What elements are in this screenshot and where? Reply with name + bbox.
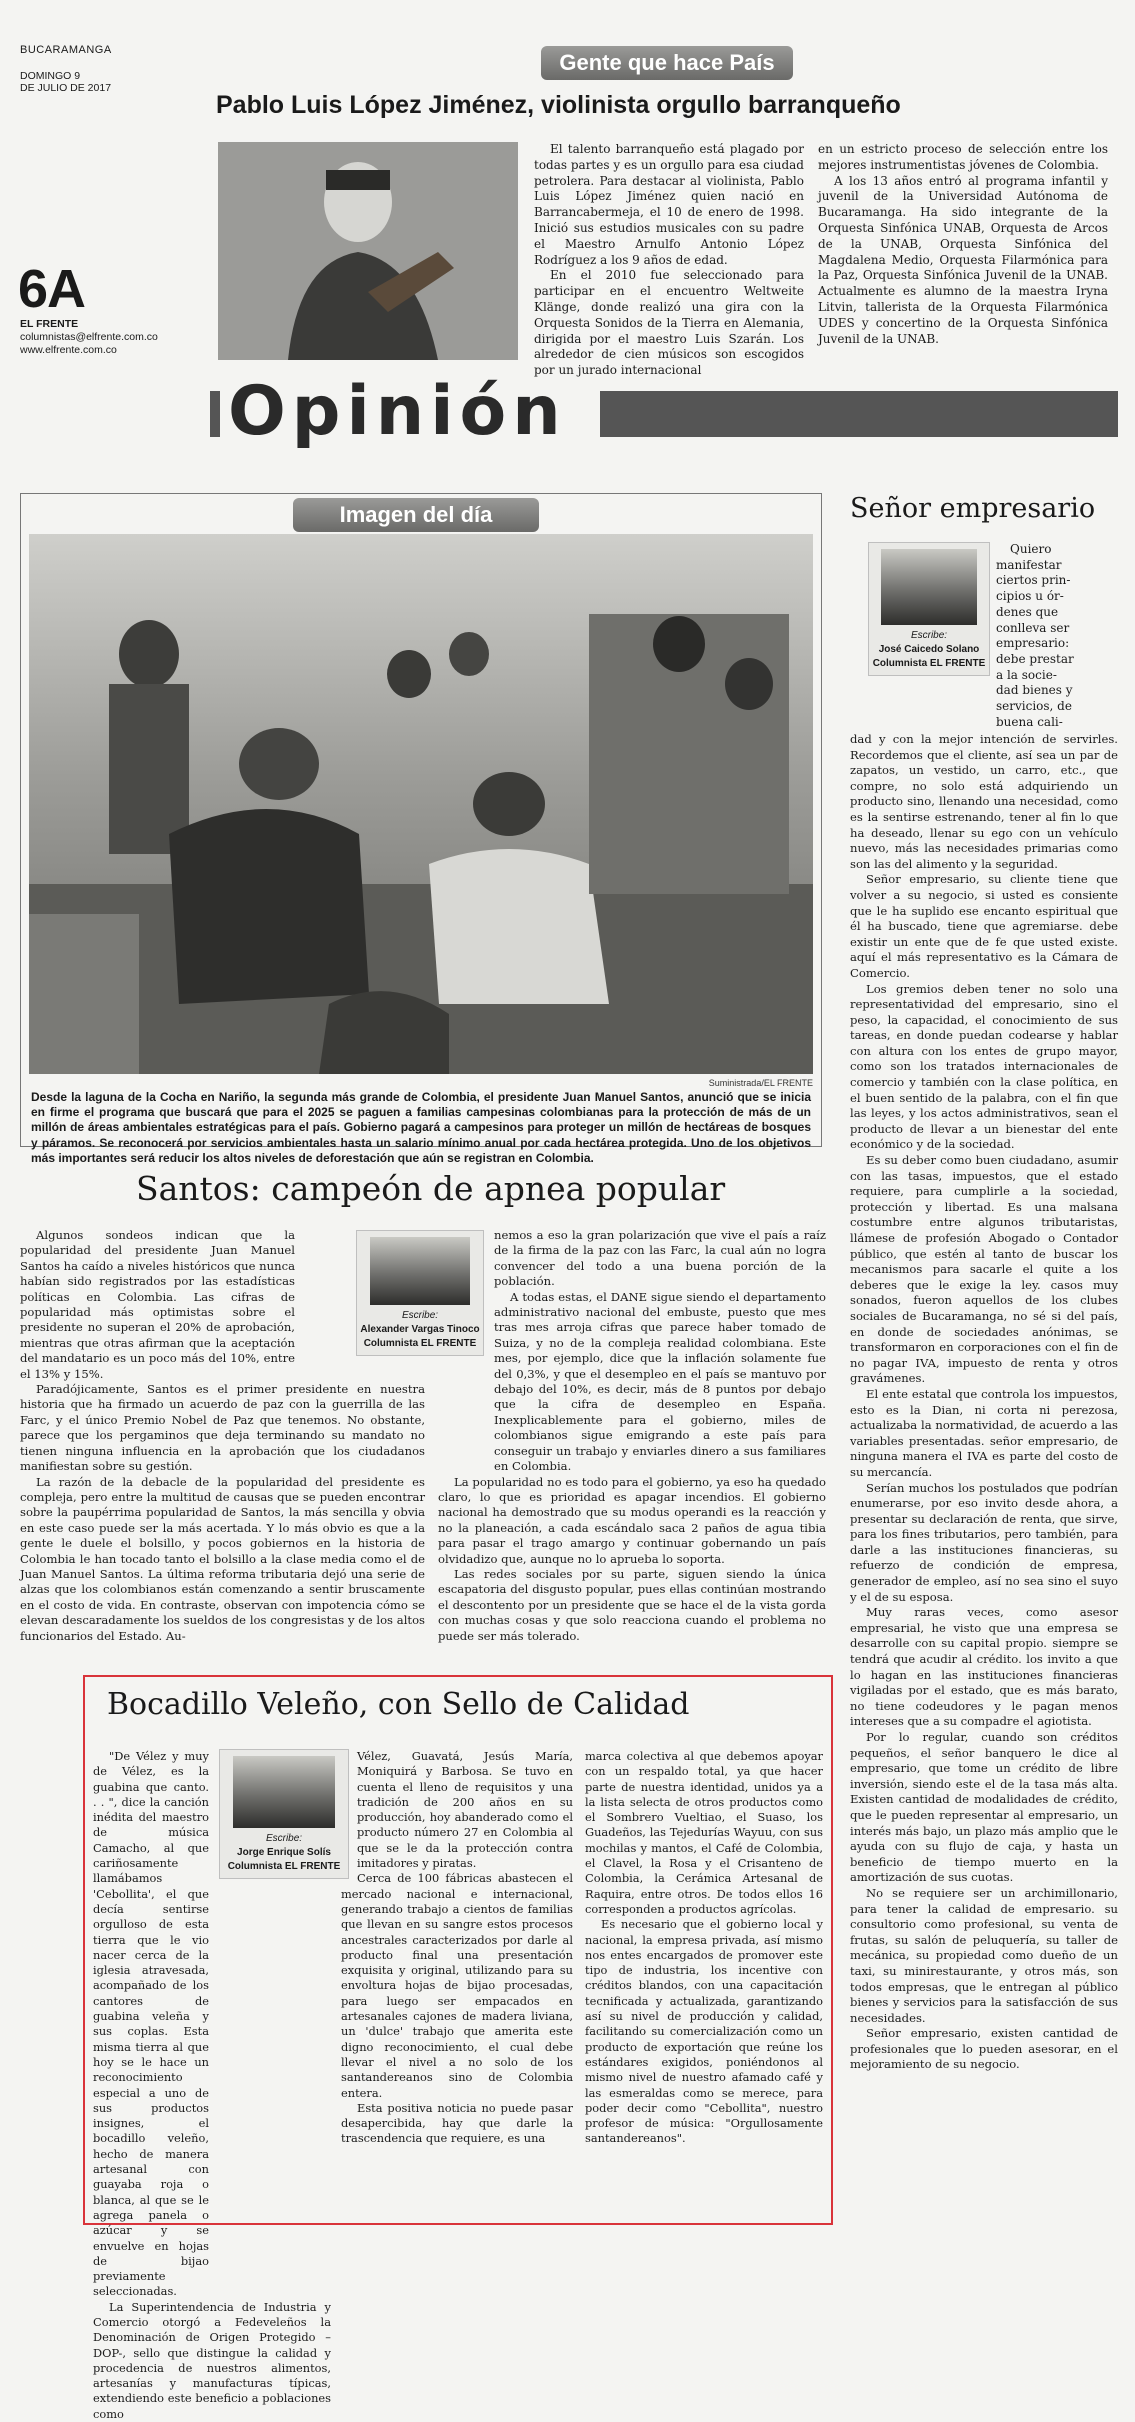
avatar — [881, 549, 977, 625]
santos-article — [20, 1160, 830, 1665]
paragraph: nemos a eso la gran polarización que vive el país a raíz de la firma de la paz con las Farc, la cual aún no logra convencer del todo a una buena porción de la población. — [494, 1228, 826, 1289]
imagen-del-dia — [20, 493, 822, 1165]
website-link[interactable]: www.elfrente.com.co — [20, 344, 117, 356]
article-headline: Santos: campeón de apnea popular — [136, 1169, 726, 1208]
intro-lines — [996, 542, 1118, 730]
paragraph: Paradójicamente, Santos es el primer presidente en nuestra historia que ha firmado un acuerdo de paz con la guerrilla de las Farc, y el único Premio Nobel de Paz que tenemos. No obstante, parece que los pergaminos que deja terminando su mandato no tienen ninguna influencia en la aprobación que los ciudadanos manifiestan sobre su gestión. — [20, 1382, 425, 1474]
empresario-article — [850, 490, 1118, 2225]
byline-name: Alexander Vargas Tinoco — [360, 1324, 480, 1335]
news-photo — [29, 534, 813, 1074]
intro-line: conlleva ser — [996, 620, 1070, 635]
intro-line: buena cali- — [996, 714, 1063, 729]
article-headline: Bocadillo Veleño, con Sello de Calidad — [107, 1687, 690, 1722]
byline — [868, 542, 990, 676]
paragraph: "De Vélez y muy de Vélez, es la guabina que canto. . . ", dice la canción inédita del maestro de música Camacho, al que cariñosamente llamábamos 'Cebollita', el que decía sentirse orgulloso de esta tierra que le vio nacer cerca de la iglesia atravesada, acompañado de los cantores de guabina veleña y sus coplas. Esta misma tierra al que hoy se le hace un reconocimiento especial a uno de sus productos insignes, el bocadillo veleño, hecho de manera artesanal con guayaba roja o blanca, al que se le agrega panela o azúcar y se envuelve en hojas de bijao previamente seleccionadas. — [93, 1749, 209, 2299]
paragraph: marca colectiva al que debemos apoyar con un respaldo total, ya que hacer parte de nuestra identidad, unidos ya a la lista selecta de otros productos como el Sombrero Vueltiao, el Suaso, los Guadeños, las Tejedurías Wayuu, con sus mochilas y mantos, el Café de Colombia, el Clavel, la Rosa y el Crisanteno de Colombia, la Cerámica Artesanal de Raquira, entre otros. De todos ellos 16 corresponden a productos agrícolas. — [585, 1749, 823, 1916]
paragraph: La razón de la debacle de la popularidad del presidente es compleja, pero entre la multitud de causas que se pueden encontrar sobre la paupérrima popularidad de Santos, la más sencilla y obvia en este caso puede ser la más acertada. Y lo más obvio es que a la gente le duele el bolsillo, y pocos gobiernos en la historia de Colombia le han tocado tanto el bolsillo a la clase media como el de Juan Manuel Santos. La última reforma tributaria dejó una serie de alzas que los colombianos están comenzando a sentir bruscamente en el costo de vida. En contraste, observan con impotencia cómo se elevan descaradamente los sueldos de los congresistas y de los altos funcionarios del Estado. Au- — [20, 1474, 425, 1643]
bocadillo-col-2 — [341, 1749, 573, 2147]
intro-line: a la socie- — [996, 667, 1057, 682]
page-info — [20, 318, 158, 357]
section-banner: Gente que hace País — [541, 46, 793, 80]
article-headline: Señor empresario — [850, 493, 1096, 524]
paragraph: No se requiere ser un archimillonario, para tener la calidad de empresario. su consultorio como profesional, su venta de frutas, su salón de peluquería, su taller de mecánica, su propiedad como dueño de un taxi, su minirestaurante, y otros más, son todos empresas, que le entregan al público bienes y servicios para la satisfacción de sus necesidades. — [850, 1885, 1118, 2025]
bocadillo-article — [83, 1675, 833, 2421]
byline-escribe: Escribe: — [265, 1833, 303, 1844]
paragraph: La Superintendencia de Industria y Comercio otorgó a Fedeveleños la Denominación de Origen Protegido –DOP-, sello que distingue la calidad y procedencia de nuestros alimentos, artesanías y manufacturas típicas, extendiendo este beneficio a poblaciones como — [93, 2299, 331, 2421]
paragraph: Muy raras veces, como asesor empresarial, he visto que una empresa se desarrolle con su capital propio. siempre se tendrá que acudir al crédito. los invito a que lo hagan en las instituciones financieras vigiladas por el estado, que es más barato, no tiene codeudores y le pagan menos intereses que a su compadre el agiotista. — [850, 1605, 1118, 1729]
intro-line: cipios u ór- — [996, 589, 1064, 604]
paragraph: en un estricto proceso de selección entre los mejores instrumentistas jóvenes de Colombia. — [818, 142, 1108, 172]
santos-col-2 — [438, 1228, 826, 1644]
city: BUCARAMANGA — [20, 44, 112, 56]
intro-line: Quiero — [1010, 542, 1052, 556]
bocadillo-col-3 — [585, 1749, 823, 2147]
crowd-planting-illustration — [29, 534, 813, 1074]
paragraph: dad y con la mejor intención de servirles. Recordemos que el cliente, así sea un par de zapatos, un vestido, un carro, etc., que compre, no solo está adquiriendo un producto sino, llenando una necesidad, como es la sentirse estrenando, tener al fin lo que ha deseado, llenar su ego con un vehículo nuevo, más las necesidades primarias como son las del alimento y la seguridad. — [850, 732, 1118, 871]
paragraph: Esta positiva noticia no puede pasar desapercibida, hay que darle la trascendencia que requiere, es una — [341, 2100, 573, 2146]
gente-col-1 — [534, 142, 804, 379]
byline-name: Jorge Enrique Solís — [237, 1847, 331, 1858]
empresario-body — [850, 732, 1118, 2073]
paper-name: EL FRENTE — [20, 318, 79, 330]
violinist-photo — [218, 142, 518, 360]
photo-credit: Suministrada/EL FRENTE — [708, 1078, 813, 1088]
photo-caption: Desde la laguna de la Cocha en Nariño, la segunda más grande de Colombia, el presidente Juan Manuel Santos, anunció que se inicia en firme el programa que buscará que para el 2025 se paguen a familias campesinas colombianas para la protección de más de un millón de áreas ambientales estratégicas para el país. Gobierno pagará a campesinos para proteger un millón de hectáreas de bosques y páramos. Se reconocerá por servicios ambientales hasta un salario mínimo anual por cada hectárea protegida. Uno de los objetivos más importantes será reducir los altos niveles de deforestación que aún se registran en Colombia. — [31, 1090, 811, 1165]
section-title: Opinión — [228, 372, 567, 451]
paragraph: Serían muchos los postulados que podrían enumerarse, por eso invito desde ahora, a presentar su declaración de renta, que sirve, para los fines tributarios, pero también, para darle a las instituciones financieras, su refuerzo de condición de empresa, generador de empleo, así no sea sino el suyo y el de su esposa. — [850, 1480, 1118, 1604]
paragraph: Cerca de 100 fábricas abastecen el mercado nacional e internacional, generando trabajo a cientos de familias que llevan en su sangre estos procesos ancestrales caracterizados por darle al producto final una presentación exquisita y original, utilizando para su envoltura hojas de bijao procesadas, para luego ser empacados en artesanales cajones de madera liviana, un 'dulce' trabajo que amerita este digno reconocimiento, el cual debe llevar el nivel a no solo de los santandereanos sino de Colombia entera. — [341, 1871, 573, 2100]
paragraph: El talento barranqueño está plagado por todas partes y es un orgullo para esa ciudad petrolera. Para destacar al violinista, Pablo Luis López Jiménez quien nació en Barrancabermeja, el 10 de enero de 1998. Inició sus estudios musicales con su padre el Maestro Arnulfo Antonio López Rodríguez a los 9 años de edad. — [534, 142, 804, 267]
byline-escribe: Escribe: — [910, 630, 948, 641]
intro-line: denes que — [996, 604, 1059, 619]
paragraph: Es su deber como buen ciudadano, asumir con las tasas, impuestos, que el estado requiere, para cumplirle a la sociedad, protección y libertad. Es una malsana costumbre entre algunos tributaristas, llámese de profesión Abogado o Contador público, que estén al tanto de buscar los mecanismos para sacarle el quite a los deberes que le exige la ley. casos muy sonados, fueron aquellos de los clubes sociales de Bucaramanga, no sé si del país, en donde de sociedades anónimas, se transformaron en corporaciones con el fin de no pagar IVA, impuesto de renta y otros gravámenes. — [850, 1153, 1118, 1386]
gente-col-2 — [818, 142, 1108, 347]
paragraph: En el 2010 fue seleccionado para participar en el encuentro Weltweite Klänge, donde realizó una gira con la Orquesta Sonidos de la Tierra en Alemania, dirigida por el maestro Luis Szarán. Los alrededor de cien músicos son escogidos por un jurado internacional — [534, 268, 804, 378]
intro-line: empresario: — [996, 636, 1070, 651]
intro-line: manifestar — [996, 557, 1062, 572]
divider — [600, 391, 1118, 437]
paragraph: La popularidad no es todo para el gobierno, ya eso ha quedado claro, lo que es prioridad es apagar incendios. El gobierno nacional ha demostrado que su modus operandi es la reacción y no la planeación, a cada escándalo saca 2 paños de agua tibia para pasar el trago amargo y continuar gobernando un país olvidadizo que, aunque no lo aprueba lo soporta. — [438, 1474, 826, 1566]
byline-role: Columnista EL FRENTE — [227, 1861, 341, 1872]
paragraph: Los gremios deben tener no solo una representatividad del empresario, sino el peso, la capacidad, el conocimiento de sus tareas, en donde puedan codearse y hablar con altura con los entes de grupo mayor, como son los tratados internacionales de comercio y también con la clase política, en el buen sentido de la palabra, con el fin que las leyes, y los actos administrativos, sean el producto de llevar a un bienestar del ente económico y de la sociedad. — [850, 981, 1118, 1152]
paragraph: Es necesario que el gobierno local y nacional, la empresa privada, así mismo nos entes encargados de promover este tipo de industria, los incentive con créditos blandos, con una capacitación tecnificada y actualizada, garantizando así su nivel de producción y calidad, facilitando su comercialización como un producto de exportación que reúne los estándares exigidos, poniéndonos al mismo nivel de nuestro afamado café y las esmeraldas como se merece, para poder decir como "Cebollita", nuestro profesor de música: "Orgullosamente santandereanos". — [585, 1917, 823, 2146]
date-line-1: DOMINGO 9 — [20, 70, 81, 82]
intro-line: ciertos prin- — [996, 573, 1071, 588]
date-line-2: DE JULIO DE 2017 — [20, 82, 112, 94]
paragraph: A los 13 años entró al programa infantil y juvenil de la Universidad Autónoma de Bucaramanga. Ha sido integrante de la Orquesta Sinfónica UNAB, Orquesta de Arcos de la UNAB, Orquesta Sinfónica del Magdalena Medio, Orquesta Filarmónica para la Paz, Orquesta Sinfónica Juvenil de la UNAB. Actualmente es alumno de la maestra Iryna Litvin, tallerista de la Orquesta Filarmónica UDES y concertino de la Orquesta Sinfónica Juvenil de la UNAB. — [818, 173, 1108, 346]
byline-escribe: Escribe: — [401, 1310, 439, 1321]
paragraph: Por lo regular, cuando son créditos pequeños, el señor banquero le dice al empresario, que tome un crédito de libre inversión, siendo este el de la tasa más alta. Existen cantidad de modalidades de crédito, que le pueden representar al empresario, un interés más bajo, un plazo más amplio que le ayuda con su flujo de caja, y hasta un beneficio de tiempo muerto en la amortización de sus cuotas. — [850, 1730, 1118, 1885]
byline-role: Columnista EL FRENTE — [363, 1338, 477, 1349]
intro-line: dad bienes y — [996, 683, 1073, 698]
byline-role: Columnista EL FRENTE — [872, 658, 986, 669]
page-number: 6A — [18, 259, 86, 319]
section-banner: Imagen del día — [293, 498, 539, 532]
paragraph: Algunos sondeos indican que la popularidad del presidente Juan Manuel Santos ha caído a niveles históricos que nunca habían sido registrados por las estadísticas políticas en Colombia. Las cifras de popularidad más optimistas sobre el presidente no superan el 20% de aprobación, mientras que otras afirman que la aceptación del mandatario es un poco más del 10%, entre el 13% y 15%. — [20, 1228, 295, 1381]
paragraph: Señor empresario, su cliente tiene que volver a su negocio, si usted es consiente que le ha suplido ese encanto espiritual que él ha buscado, tiene que agremiarse. debe existir un ente que de fe que usted existe. aquí el más representativo es la Cámara de Comercio. — [850, 872, 1118, 980]
intro-line: debe prestar — [996, 651, 1074, 666]
paragraph: Vélez, Guavatá, Jesús María, Moniquirá y Barbosa. Se tuvo en cuenta el lleno de requisitos y una tradición de 200 años en su producción, hoy abanderado como el producto número 27 en Colombia al que se le da la protección contra imitadores y piratas. — [357, 1749, 573, 1871]
violinist-illustration — [218, 142, 518, 360]
intro-line: servicios, de — [996, 699, 1072, 714]
paragraph: Señor empresario, existen cantidad de profesionales que lo pueden asesorar, en el mejoramiento de su negocio. — [850, 2026, 1118, 2072]
masthead — [20, 44, 210, 94]
email-link[interactable]: columnistas@elfrente.com.co — [20, 331, 158, 343]
byline-name: José Caicedo Solano — [878, 644, 980, 655]
gente-article — [198, 46, 1118, 378]
bocadillo-col-1 — [93, 1749, 331, 2422]
divider — [210, 391, 220, 437]
paragraph: Las redes sociales por su parte, siguen siendo la única escapatoria del disgusto popular, pues ellas continúan mostrando el descontento por un presidente que se hace el de la vista gorda con muchas cosas y que solo reacciona cuando el problema no puede ser más tolerado. — [438, 1566, 826, 1643]
article-headline: Pablo Luis López Jiménez, violinista orgullo barranqueño — [216, 91, 901, 119]
paragraph: A todas estas, el DANE sigue siendo el departamento administrativo nacional del embuste, puesto que mes tras mes arroja cifras que parece haber tomado de Suiza, y no de la compleja realidad colombiana. Este mes, por ejemplo, dice que la inflación solamente fue del 0,3%, y que el desempleo en el país se mantuvo por debajo del 10%, es decir, más de 8 puntos por debajo que la cifra de desempleo en España. Inexplicablemente para el gobierno, miles de colombianos sigue emigrando a este país para conseguir un trabajo y enviarles dinero a sus familiares en Colombia. — [494, 1289, 826, 1474]
santos-col-1 — [20, 1228, 425, 1644]
paragraph: El ente estatal que controla los impuestos, esto es la Dian, ni corta ni perezosa, actualizaba la normatividad, de acuerdo a las variables presentadas. señor empresario, de ninguna manera el IVA es parte del costo de su mercancía. — [850, 1386, 1118, 1479]
